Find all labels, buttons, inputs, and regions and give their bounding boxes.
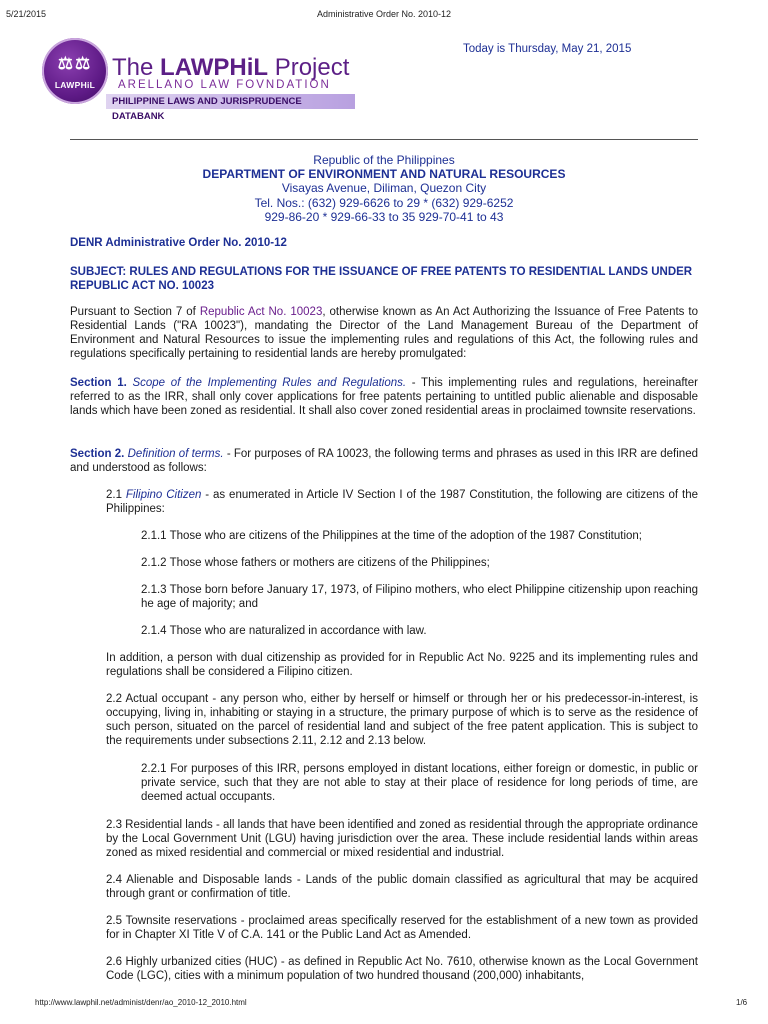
site-title[interactable] — [112, 54, 349, 82]
definition-2-5: 2.5 Townsite reservations - proclaimed areas specifically reserved for the establishment of a new town as provided for in Chapter XI Title V of C.A. 141 or the Public Land Act as Amended. — [106, 915, 698, 941]
section-2-title: Definition of terms. — [127, 448, 224, 460]
site-title-highlight: LAWPHiL — [160, 54, 269, 81]
phone-line-2: 929-86-20 * 929-66-33 to 35 929-70-41 to 43 — [264, 210, 504, 224]
site-subtitle: ARELLANO LAW FOVNDATION — [118, 79, 331, 91]
republic-line: Republic of the Philippines — [313, 153, 455, 167]
phone-line-1: Tel. Nos.: (632) 929-6626 to 29 * (632) 929-6252 — [254, 196, 514, 210]
dual-citizenship-paragraph: In addition, a person with dual citizenship as provided for in Republic Act No. 9225 and its implementing rules and regulations shall be considered a Filipino citizen. — [106, 652, 698, 678]
department-name: DEPARTMENT OF ENVIRONMENT AND NATURAL RESOURCES — [202, 167, 566, 181]
definition-2-1 — [106, 488, 698, 516]
item-2-1-3: 2.1.3 Those born before January 17, 1973, of Filipino mothers, who elect Philippine citizenship upon reaching he age of majority; and — [141, 584, 698, 610]
definition-2-2: 2.2 Actual occupant - any person who, either by herself or himself or through her or his predecessor-in-interest, is occupying, living in, inhabiting or staying in a structure, the primary purpose of which is to serve as the residence of such person, situated on the parcel of residential land and subject of the free patent application. This is subject to the requirements under subsections 2.11, 2.12 and 2.13 below. — [106, 693, 698, 747]
subject-heading: SUBJECT: RULES AND REGULATIONS FOR THE ISSUANCE OF FREE PATENTS TO RESIDENTIAL LANDS UNDER REPUBLIC ACT NO. 10023 — [70, 266, 693, 292]
print-url: http://www.lawphil.net/administ/denr/ao_2010-12_2010.html — [35, 998, 247, 1007]
print-date: 5/21/2015 — [6, 9, 47, 19]
section-1-text: - This implementing rules and regulations, hereinafter referred to as the IRR, shall only cover applications for free patents pertaining to untitled public alienable and disposable lands which have been zoned as residential. It shall also cover zoned residential areas in proclaimed townsite reservations. — [70, 377, 698, 417]
section-2-label: Section 2. — [70, 448, 125, 460]
section-1 — [70, 376, 698, 418]
definition-2-1-text: - as enumerated in Article IV Section I of the 1987 Constitution, the following are citizens of the Philippines: — [106, 489, 698, 515]
definition-2-1-num: 2.1 — [106, 489, 126, 501]
logo-text: LAWPHiL — [54, 80, 96, 90]
section-1-title: Scope of the Implementing Rules and Regulations. — [132, 377, 407, 389]
lawphil-logo[interactable] — [42, 38, 108, 104]
definition-2-6: 2.6 Highly urbanized cities (HUC) - as defined in Republic Act No. 7610, otherwise known as the Local Government Code (LGC), cities with a minimum population of two hundred thousand (200,000) inhabitants, — [106, 956, 698, 982]
definition-2-4: 2.4 Alienable and Disposable lands - Lands of the public domain classified as agricultural that may be acquired through grant or confirmation of title. — [106, 874, 698, 900]
intro-text-pre: Pursuant to Section 7 of — [70, 306, 200, 318]
print-title: Administrative Order No. 2010-12 — [316, 9, 452, 19]
item-2-1-4: 2.1.4 Those who are naturalized in accordance with law. — [141, 625, 427, 637]
section-2-text: - For purposes of RA 10023, the following terms and phrases as used in this IRR are defined and understood as follows: — [70, 448, 698, 474]
republic-act-link[interactable]: Republic Act No. 10023 — [199, 306, 323, 318]
item-2-1-1: 2.1.1 Those who are citizens of the Philippines at the time of the adoption of the 1987 Constitution; — [141, 530, 642, 542]
intro-paragraph — [70, 305, 698, 361]
site-title-prefix: The — [112, 54, 161, 81]
section-1-label: Section 1. — [70, 377, 127, 389]
address-line: Visayas Avenue, Diliman, Quezon City — [281, 181, 487, 195]
definition-2-3: 2.3 Residential lands - all lands that have been identified and zoned as residential through the appropriate ordinance by the Local Government Unit (LGU) having jurisdiction over the area. These include residential lands within areas zoned as mixed residential and commercial or mixed residential and industrial. — [106, 819, 699, 859]
today-date: Today is Thursday, May 21, 2015 — [463, 43, 632, 55]
print-page-number: 1/6 — [736, 998, 748, 1007]
site-tagline-bar: PHILIPPINE LAWS AND JURISPRUDENCE DATABANK — [106, 94, 355, 109]
item-2-1-2: 2.1.2 Those whose fathers or mothers are citizens of the Philippines; — [141, 557, 490, 569]
site-title-suffix: Project — [268, 54, 350, 81]
order-title: DENR Administrative Order No. 2010-12 — [70, 237, 287, 249]
section-2 — [70, 447, 698, 475]
scales-of-justice-icon: ⚖⚖ — [57, 54, 93, 73]
intro-text-post: , otherwise known as An Act Authorizing the Issuance of Free Patents to Residential Lands ("RA 10023"), mandating the Director of the Land Management Bureau of the Department of Environment and Natural Resources to issue the implementing rules and regulations of this Act, the following rules and regulations specifically pertaining to residential lands are hereby promulgated: — [70, 306, 698, 360]
header-divider — [70, 139, 698, 140]
definition-2-1-term: Filipino Citizen — [125, 489, 202, 501]
definition-2-2-1: 2.2.1 For purposes of this IRR, persons employed in distant locations, either foreign or domestic, in public or private service, such that they are not able to stay at their place of residence for long periods of time, are deemed actual occupants. — [141, 763, 698, 803]
